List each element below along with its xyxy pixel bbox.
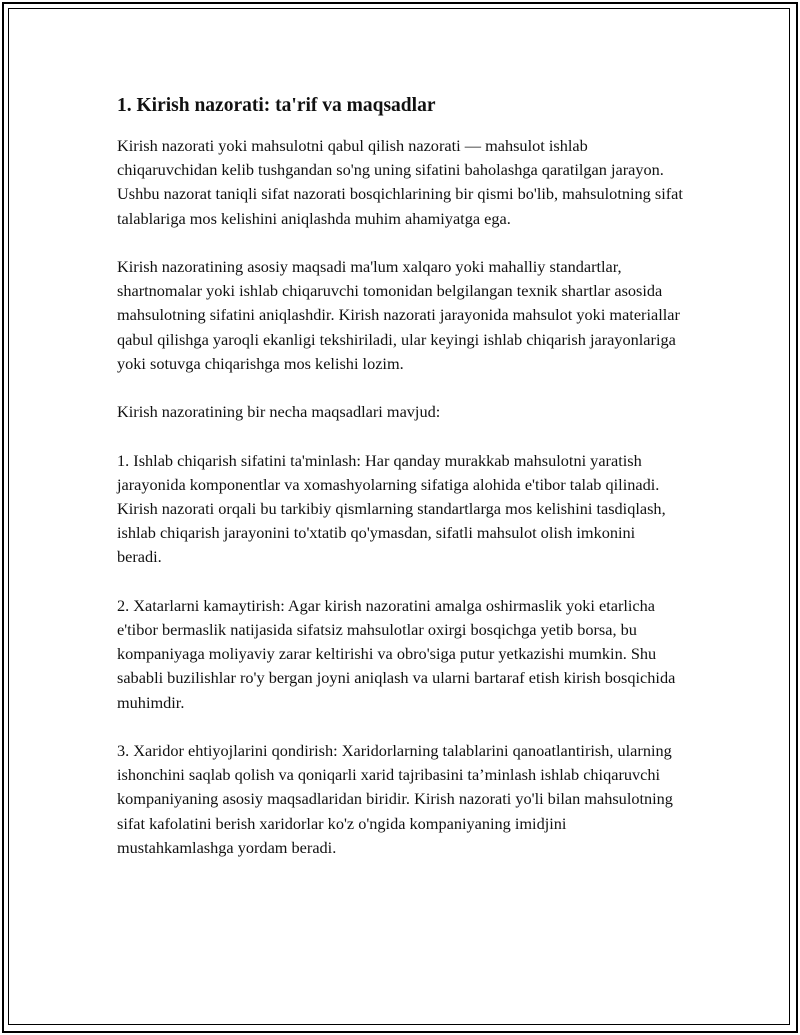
- paragraph-goals-intro: Kirish nazoratining bir necha maqsadlari mavjud:: [117, 402, 441, 422]
- paragraph-definition: Kirish nazorati yoki mahsulotni qabul qilish nazorati — mahsulot ishlab chiqaruvchidan kelib tushgandan so'ng uning sifatini baholashga qaratilgan jarayon. Ushbu nazorat taniqli sifat nazorati bosqichlarining bir qismi bo'lib, mahsulotning sifat talablariga mos kelishini aniqlashda muhim ahamiyatga ega.: [117, 136, 683, 228]
- paragraph-main-goal: Kirish nazoratining asosiy maqsadi ma'lum xalqaro yoki mahalliy standartlar, shartnomalar yoki ishlab chiqaruvchi tomonidan belgilangan texnik shartlar asosida mahsulotning sifatini aniqlashdir. Kirish nazorati jarayonida mahsulot yoki materiallar qabul qilishga yaroqli ekanligi tekshiriladi, ular keyingi ishlab chiqarish jarayonlariga yoki sotuvga chiqarishga mos kelishi lozim.: [117, 257, 680, 373]
- section-heading: 1. Kirish nazorati: ta'rif va maqsadlar: [117, 95, 436, 116]
- paragraph-goal-3: 3. Xaridor ehtiyojlarini qondirish: Xaridorlarning talablarini qanoatlantirish, ularning ishonchini saqlab qolish va qoniqarli xarid tajribasini ta’minlash ishlab chiqaruvchi kompaniyaning asosiy maqsadlaridan biridir. Kirish nazorati yo'li bilan mahsulotning sifat kafolatini berish xaridorlar ko'z o'ngida kompaniyaning imidjini mustahkamlashga yordam beradi.: [117, 741, 673, 857]
- paragraph-goal-2: 2. Xatarlarni kamaytirish: Agar kirish nazoratini amalga oshirmaslik yoki etarlicha e'tibor bermaslik natijasida sifatsiz mahsulotlar oxirgi bosqichga yetib borsa, bu kompaniyaga moliyaviy zarar keltirishi va obro'siga putur yetkazishi mumkin. Shu sababli buzilishlar ro'y bergan joyni aniqlash va ularni bartaraf etish kirish bosqichida muhimdir.: [117, 595, 676, 712]
- paragraph-goal-1: 1. Ishlab chiqarish sifatini ta'minlash: Har qanday murakkab mahsulotni yaratish jarayonida komponentlar va xomashyolarning sifatiga alohida e'tibor talab qilinadi. Kirish nazorati orqali bu tarkibiy qismlarning standartlarga mos kelishini tasdiqlash, ishlab chiqarish jarayonini to'xtatib qo'ymasdan, sifatli mahsulot olish imkonini beradi.: [117, 450, 666, 567]
- document-body: [117, 92, 683, 884]
